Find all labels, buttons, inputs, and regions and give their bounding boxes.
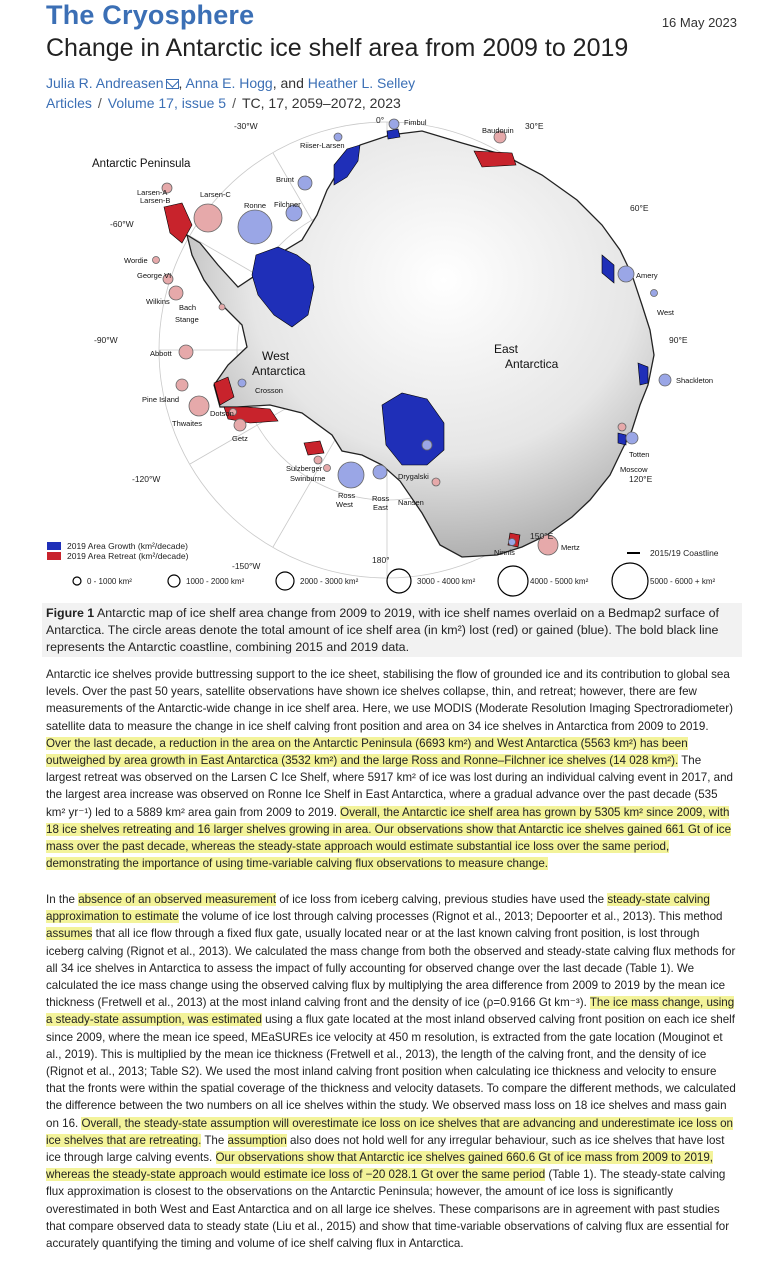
highlighted-text: steady-state calving approximation to estimate	[46, 893, 710, 924]
region-label-east: Antarctica	[505, 357, 559, 371]
author-list	[46, 75, 415, 91]
shelf-label: George VI	[137, 271, 172, 280]
meridian-120e: 120°E	[629, 474, 653, 484]
map-legend	[47, 541, 719, 599]
highlighted-text: assumes	[46, 927, 93, 941]
shelf-label: Moscow	[620, 465, 648, 474]
shelf-label: Ronne	[244, 201, 267, 210]
legend-size-circle	[276, 572, 294, 590]
shelf-label: Brunt	[276, 175, 294, 184]
shackleton-growth	[638, 363, 648, 385]
text-run: The	[201, 1133, 228, 1147]
shelf-label: Larsen-B	[140, 196, 171, 205]
meridian-90w: -90°W	[94, 335, 118, 345]
highlighted-text: assumption	[210, 1116, 270, 1130]
shelf-label: Dotson	[210, 409, 234, 418]
legend-retreat-swatch	[47, 552, 61, 560]
shelf-label: Crosson	[255, 386, 283, 395]
legend-size-circle	[387, 569, 411, 593]
author-separator: ,	[178, 75, 186, 91]
legend-size-label: 5000 - 6000 + km²	[650, 577, 716, 586]
shelf-label: Larsen-C	[200, 190, 231, 199]
shelf-label: Abbott	[150, 349, 172, 358]
meridian-30e: 30°E	[525, 121, 544, 131]
legend-size-circle	[612, 563, 648, 599]
author-link[interactable]: Julia R. Andreasen	[46, 75, 164, 91]
shelf-label: West	[336, 500, 353, 509]
text-run: (Table 1). The steady-state calving flux approximation is closest to the observations on the Antarctic Peninsula; however, the amount of ice loss is significantly overestimated in both West and East Antarctica and on all large ice shelves. These comparisons are in agreement with past studies that compare observed data to steady state (Liu et al., 2015) and show that time-variable observations of calving flux are essential for accurately quantifying the timing and volume of ice shelf calving flux in Antarctica.	[46, 1168, 730, 1251]
antarctica-landmass	[187, 131, 654, 557]
breadcrumb-articles[interactable]: Articles	[46, 95, 92, 111]
email-icon[interactable]	[166, 79, 179, 89]
meridian-60e: 60°E	[630, 203, 649, 213]
meridian-30w: -30°W	[234, 121, 258, 131]
breadcrumb-volume[interactable]: Volume 17, issue 5	[107, 95, 227, 111]
text-run: also does not hold well for any irregular behaviour, such as ice shelves that have lost ice through large calving events.	[46, 1133, 725, 1165]
shelf-label: Thwaites	[172, 419, 203, 428]
figure-caption	[42, 603, 742, 657]
shelf-label: Filchner	[274, 200, 301, 209]
shelf-label: Amery	[636, 271, 658, 280]
author-link[interactable]: Heather L. Selley	[307, 75, 416, 91]
legend-size-label: 4000 - 5000 km²	[530, 577, 589, 586]
meridian-180: 180°	[372, 555, 390, 565]
text-run: Antarctic ice shelves provide buttressing support to the ice sheet, stabilising the flow of grounded ice and its contribution to global sea levels. Over the past 50 years, satellite observations have shown ice shelves collapse, thin, and retreat; however, there are few measurements of the Antarctic-wide change in ice shelf area. Here, we use MODIS (Moderate Resolution Imaging Spectroradiometer) satellite data to measure the change in ice shelf calving front position and area on 34 ice shelves in Antarctica from 2009 to 2019.	[46, 668, 733, 733]
legend-growth-label: 2019 Area Growth (km²/decade)	[67, 541, 188, 551]
highlighted-text: , was estimated	[181, 1013, 262, 1027]
legend-coastline-label: 2015/19 Coastline	[650, 548, 719, 558]
paragraph-body	[46, 891, 736, 1252]
antarctic-ice-shelf-map	[42, 115, 742, 605]
shelf-label: Riiser-Larsen	[300, 141, 345, 150]
text-run: using a flux gate located at the most inland observed calving front position on each ice shelf since 2009, where the mean ice speed, MEaSUREs ice velocity at 450 m resolution, is extracted from the gate location (Mouginot et al., 2019). This is multiplied by the mean ice thickness (Fretwell et al., 2013), the length of the calving front, and the density of ice (Rignot et al., 2013; Table S2). We used the most inland calving front position when calculating ice thickness and velocity to ensure that the fronts were within the spatial coverage of the thickness and velocity datasets. To compare the different methods, we calculated the difference between the two numbers on all ice shelves within the study. We observed mass loss on 18 ice shelves and mass gain on 16.	[46, 1013, 736, 1130]
text-run: The largest retreat was observed on the Larsen C Ice Shelf, where 5917 km² of ice was lost during an individual calving event in 2017, and the largest area increase was observed on Ronne Ice Shelf in East Antarctica, where a gradual advance over the past decade (535 km² yr⁻¹) led to a 5889 km² area gain from 2009 to 2019.	[46, 754, 733, 819]
shelf-label: Bach	[179, 303, 197, 312]
journal-name[interactable]: The Cryosphere	[46, 0, 255, 30]
shelf-label: Swinburne	[290, 474, 326, 483]
legend-growth-swatch	[47, 542, 61, 550]
shelf-label: Baudouin	[482, 126, 514, 135]
figure-caption-text: Antarctic map of ice shelf area change from 2009 to 2019, with ice shelf names overlaid on a Bedmap2 surface of Antarctica. The circle areas denote the total amount of ice shelf area (in km²) lost (red) or gained (blue). The bold black line represents the Antarctic coastline, combining 2015 and 2019 data.	[46, 606, 719, 654]
highlighted-text: assumption	[227, 1133, 287, 1147]
legend-retreat-label: 2019 Area Retreat (km²/decade)	[67, 551, 189, 561]
region-label-east: East	[494, 342, 519, 356]
region-label-west: Antarctica	[252, 364, 306, 378]
meridian-0: 0°	[376, 115, 385, 125]
legend-size-label: 3000 - 4000 km²	[417, 577, 476, 586]
highlighted-text: absence of an observed measurement	[78, 893, 277, 906]
shelf-label: West	[657, 308, 674, 317]
meridian-120w: -120°W	[132, 474, 161, 484]
shelf-label: Totten	[629, 450, 650, 459]
publication-date: 16 May 2023	[661, 15, 737, 30]
text-run: of ice loss from iceberg calving, previous studies have used the	[276, 893, 608, 906]
highlighted-text: will overestimate ice loss on ice shelves that are advancing and underestimate ice loss on ice shelves that are retreating.	[46, 1116, 734, 1147]
highlighted-text: The ice mass change, using a steady-state	[46, 996, 735, 1027]
legend-size-label: 2000 - 3000 km²	[300, 577, 359, 586]
region-label-west: West	[262, 349, 290, 363]
shelf-label: Sulzberger	[286, 464, 323, 473]
text-run: the volume of ice lost through calving processes (Rignot et al., 2013; Depoorter et al., 2013). This method	[178, 910, 723, 924]
highlighted-text: assumption	[122, 1013, 182, 1027]
shelf-label: East	[373, 503, 389, 512]
shelf-label: Larsen-A	[137, 188, 168, 197]
legend-size-label: 1000 - 2000 km²	[186, 577, 245, 586]
author-link[interactable]: Anna E. Hogg	[185, 75, 273, 91]
meridian-90e: 90°E	[669, 335, 688, 345]
shelf-label: Ross	[338, 491, 356, 500]
meridian-150e: 150°E	[530, 531, 554, 541]
shelf-label: Ross	[372, 494, 390, 503]
totten-growth	[618, 433, 626, 445]
shelf-label: Pine Island	[142, 395, 180, 404]
shelf-label: Stange	[175, 315, 199, 324]
meridian-60w: -60°W	[110, 219, 134, 229]
legend-size-circle	[73, 577, 81, 585]
shelf-label: Mertz	[561, 543, 580, 552]
citation: TC, 17, 2059–2072, 2023	[241, 95, 401, 111]
figure-label: Figure 1	[46, 606, 95, 620]
shelf-label: Wilkins	[146, 297, 170, 306]
legend-size-label: 0 - 1000 km²	[87, 577, 132, 586]
highlighted-text: Over the last decade, a reduction in the area on the Antarctic Peninsula (6693 km²) and West Antarctica (5563 km²) has been outweighed by area growth in East Antarctica (3532 km²) and the large Ross and Ronne–Filchner ice shelves (14 028 km²).	[46, 736, 688, 768]
shelf-label: Drygalski	[398, 472, 429, 481]
author-separator: , and	[272, 75, 308, 91]
shelf-label: Shackleton	[676, 376, 714, 385]
shelf-label: Wordie	[124, 256, 148, 265]
text-run: that all ice flow through a fixed flux gate, usually located near or at the last known calving front position, is lost through iceberg calving (Rignot et al., 2013). We calculated the mass change from both the observed and steady-state calving flux methods for all 34 ice shelves in Antarctica to assess the impact of fully accounting for observed change over the last decade (Table 1). We calculated the ice mass change using the observed calving flux by multiplying the area difference from 2009 to 2019 by the mean ice thickness (Fretwell et al., 2013) at the most inland calving front and the density of ice (ρ=0.9166 Gt km⁻³).	[46, 927, 736, 1010]
region-label-peninsula: Antarctic Peninsula	[92, 158, 191, 170]
breadcrumb: Articles / Volume 17, issue 5 / TC, 17, 2059–2072, 2023	[46, 95, 401, 111]
highlighted-text: Overall, the Antarctic ice shelf area has grown by 5305 km² since 2009, with 18 ice shelves retreating and 16 larger shelves growing in area. Our observations show that Antarctic ice shelves gained 661 Gt of ice mass over the past decade, whereas the steady-state approach would estimate substantial ice loss over the same period, demonstrating the importance of using time-variable calving flux observations to measure change.	[46, 805, 732, 871]
shelf-label: Fimbul	[404, 118, 427, 127]
article-title: Change in Antarctic ice shelf area from 2009 to 2019	[46, 34, 629, 62]
paragraph-abstract	[46, 666, 736, 872]
meridian-150w: -150°W	[232, 561, 261, 571]
highlighted-text: Our observations show that Antarctic ice shelves gained 660.6 Gt of ice mass from 2009 to 2019, whereas the steady-state approach would estimate ice loss of −20 028.1 Gt over the same period	[46, 1151, 714, 1182]
legend-size-circle	[168, 575, 180, 587]
shelf-label: Getz	[232, 434, 248, 443]
legend-size-circle	[498, 566, 528, 596]
shelf-label: Nansen	[398, 498, 424, 507]
shelf-label: Ninnis	[494, 548, 515, 557]
fimbul-growth	[387, 129, 400, 139]
text-run: In the	[46, 893, 79, 906]
sulzberger-retreat	[304, 441, 324, 455]
highlighted-text: Overall, the steady-state	[81, 1116, 211, 1130]
